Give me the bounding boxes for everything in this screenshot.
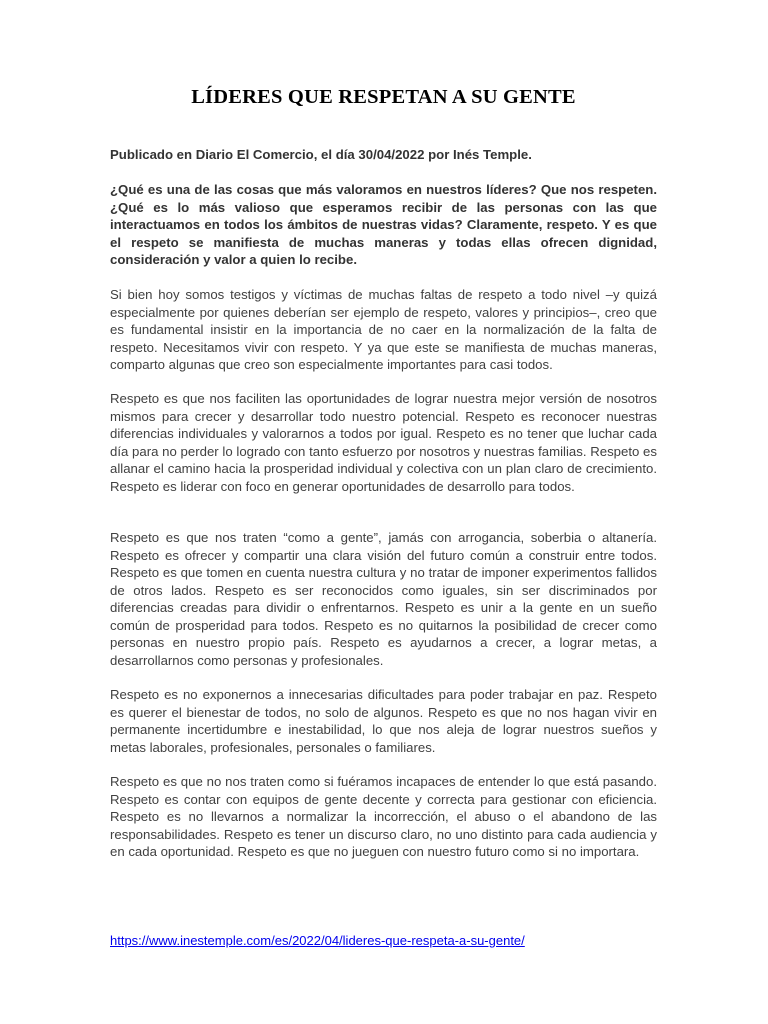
document-title: LÍDERES QUE RESPETAN A SU GENTE: [191, 86, 576, 108]
body-paragraph-2: Respeto es que nos faciliten las oportunidades de lograr nuestra mejor versión de nosotros mismos para crecer y desarrollar todo nuestro potencial. Respeto es reconocer nuestras diferencias individuales y valorarnos a todos por igual. Respeto es no tener que luchar cada día para no perder lo logrado con tanto esfuerzo por nosotros y nuestras familias. Respeto es allanar el camino hacia la prosperidad individual y colectiva con un plan claro de crecimiento. Respeto es liderar con foco en generar oportunidades de desarrollo para todos.: [110, 391, 657, 494]
body-paragraph-1: Si bien hoy somos testigos y víctimas de muchas faltas de respeto a todo nivel –y quizá especialmente por quienes deberían ser ejemplo de respeto, valores y principios–, creo que es fundamental insistir en la importancia de no caer en la normalización de la falta de respeto. Necesitamos vivir con respeto. Y ya que este se manifiesta de muchas maneras, comparto algunas que creo son especialmente importantes para casi todos.: [110, 287, 657, 372]
source-url-link[interactable]: https://www.inestemple.com/es/2022/04/lideres-que-respeta-a-su-gente/: [110, 933, 525, 948]
body-paragraph-4: Respeto es no exponernos a innecesarias dificultades para poder trabajar en paz. Respeto es querer el bienestar de todos, no solo de algunos. Respeto es que no nos hagan vivir en permanente incertidumbre e inestabilidad, lo que nos aleja de lograr nuestros sueños y metas laborales, profesionales, personales o familiares.: [110, 687, 657, 755]
lead-paragraph: ¿Qué es una de las cosas que más valoramos en nuestros líderes? Que nos respeten. ¿Qué es lo más valioso que esperamos recibir de las personas con las que interactuamos en todos los ámbitos de nuestras vidas? Claramente, respeto. Y es que el respeto se manifiesta de muchas maneras y todas ellas ofrecen dignidad, consideración y valor a quien lo recibe.: [110, 182, 657, 267]
body-paragraph-3: Respeto es que nos traten “como a gente”, jamás con arrogancia, soberbia o altanería. Respeto es ofrecer y compartir una clara visión del futuro común a construir entre todos. Respeto es que tomen en cuenta nuestra cultura y no tratar de imponer experimentos fallidos de otros lados. Respeto es ser reconocidos como iguales, sin ser discriminados por diferencias creadas para dividir o enfrentarnos. Respeto es unir a la gente en un sueño común de prosperidad para todos. Respeto es no quitarnos la posibilidad de crecer como personas en nuestro propio país. Respeto es ayudarnos a crecer, a lograr metas, a desarrollarnos como personas y profesionales.: [110, 530, 657, 668]
body-paragraph-5: Respeto es que no nos traten como si fuéramos incapaces de entender lo que está pasando. Respeto es contar con equipos de gente decente y correcta para gestionar con eficiencia. Respeto es no llevarnos a normalizar la incorrección, el abuso o el abandono de las responsabilidades. Respeto es tener un discurso claro, no uno distinto para cada audiencia y en cada oportunidad. Respeto es que no jueguen con nuestro futuro como si no importara.: [110, 774, 657, 859]
publication-byline: Publicado en Diario El Comercio, el día 30/04/2022 por Inés Temple.: [110, 147, 532, 162]
